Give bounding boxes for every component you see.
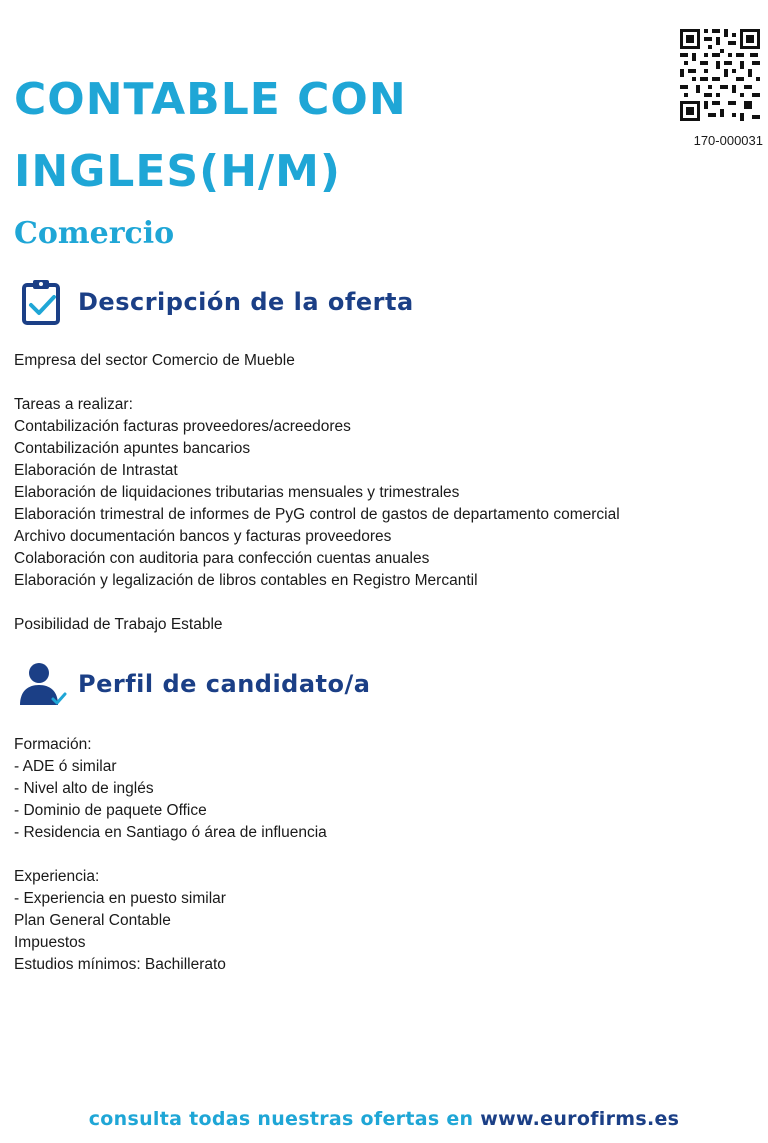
footer-banner bbox=[0, 1108, 768, 1130]
footer-link[interactable]: www.eurofirms.es bbox=[480, 1108, 680, 1130]
offer-reference: 170-000031 bbox=[693, 133, 763, 148]
clipboard-check-icon bbox=[18, 277, 68, 327]
description-heading bbox=[18, 274, 414, 330]
profile-heading bbox=[18, 656, 370, 712]
description-text: Empresa del sector Comercio de Mueble Tareas a realizar: Contabilización facturas proveedores/acreedores Contabilización apuntes bancarios Elaboración de Intrastat Elaboración de liquidaciones tributarias mensuales y trimestrales Elaboración trimestral de informes de PyG control de gastos de departamento comercial Archivo documentación bancos y facturas proveedores Colaboración con auditoria para confección cuentas anuales Elaboración y legalización de libros contables en Registro Mercantil Posibilidad de Trabajo Estable bbox=[14, 352, 620, 633]
footer-text: consulta todas nuestras ofertas en bbox=[88, 1108, 481, 1130]
profile-text: Formación: - ADE ó similar - Nivel alto de inglés - Dominio de paquete Office - Residencia en Santiago ó área de influencia Experiencia: - Experiencia en puesto similar Plan General Contable Impuestos Estudios mínimos: Bachillerato bbox=[14, 736, 327, 973]
description-title: Descripción de la oferta bbox=[78, 288, 414, 316]
profile-title: Perfil de candidato/a bbox=[78, 670, 371, 698]
job-title: CONTABLE CON INGLES(H/M) bbox=[14, 74, 407, 197]
qr-code-icon bbox=[678, 27, 762, 123]
job-sector: Comercio bbox=[14, 216, 175, 251]
user-check-icon bbox=[18, 659, 68, 709]
